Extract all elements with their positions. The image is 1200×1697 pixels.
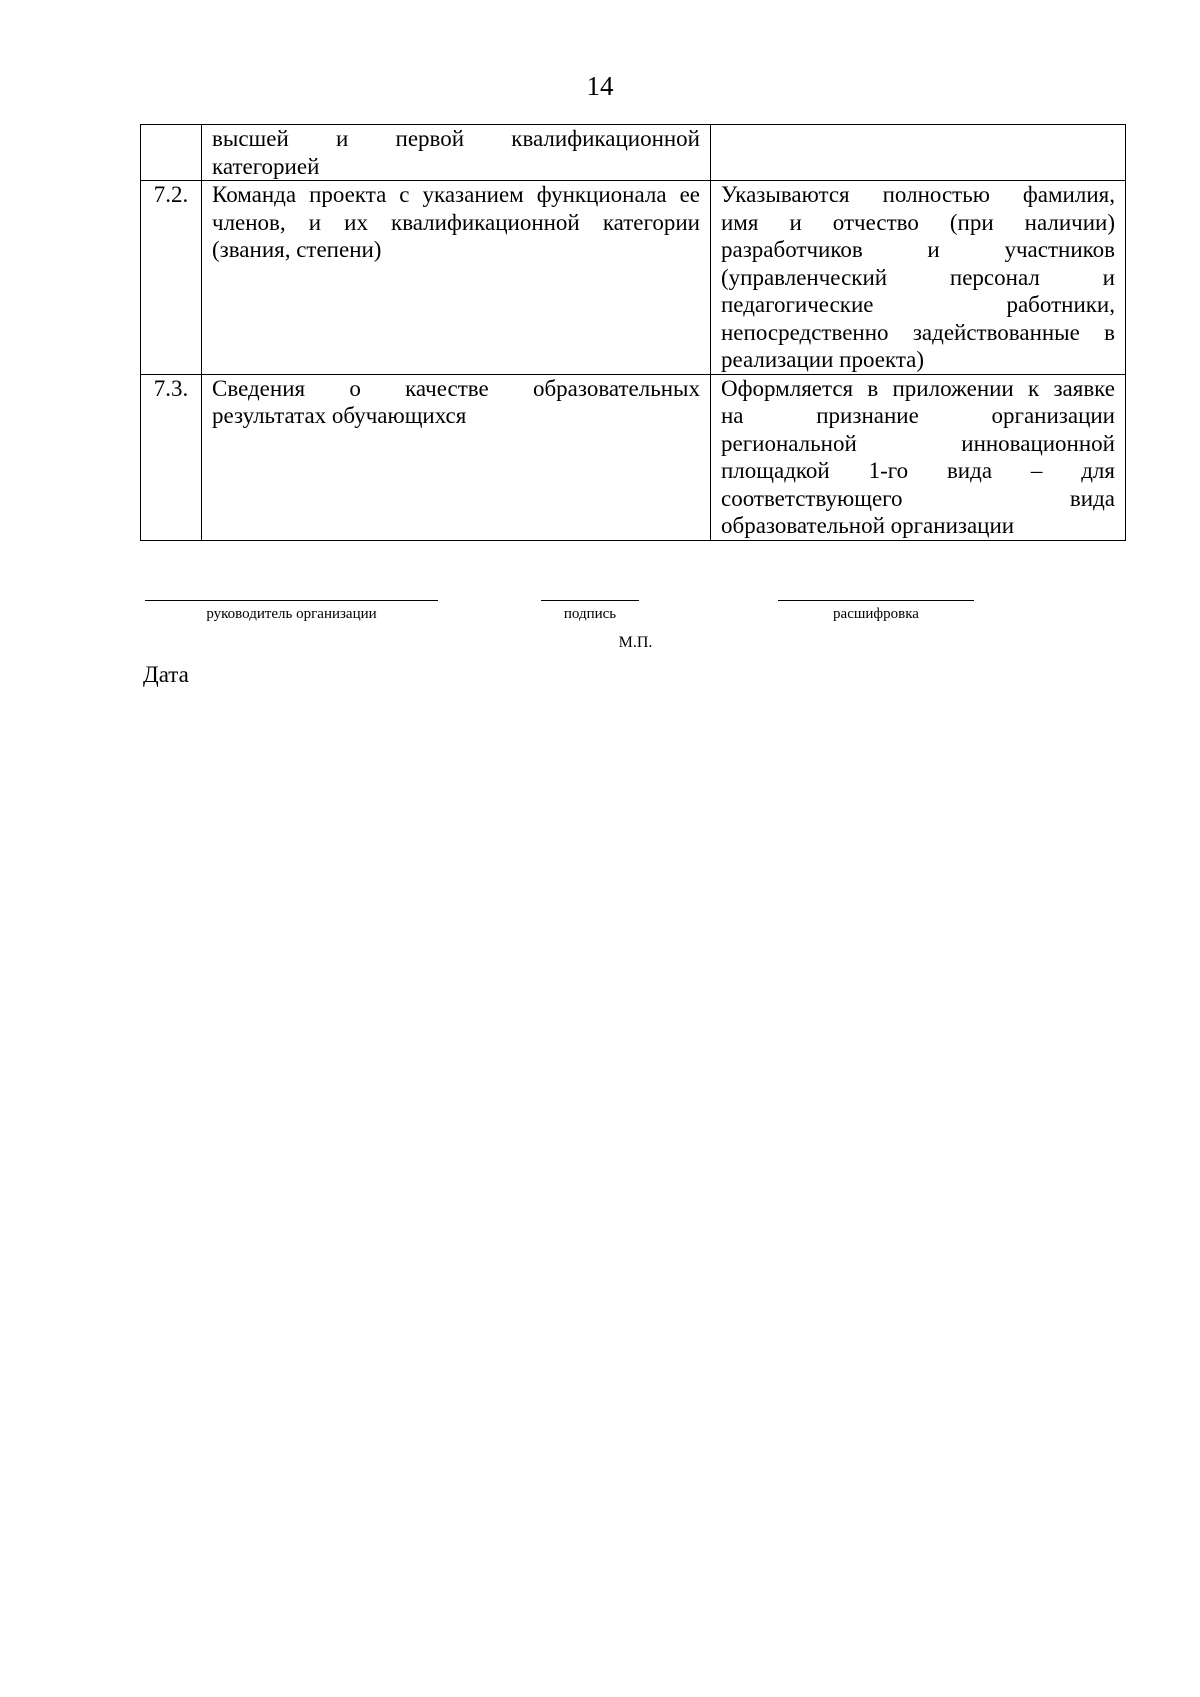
cell-line: образовательной организации [721,513,1015,538]
item-requirement-cell [711,125,1126,181]
cell-line: соответствующего вида [721,485,1115,511]
cell-line: Оформляется в приложении к заявке [721,375,1115,401]
row-number-cell [141,125,202,181]
cell-line: (звания, степени) [212,237,382,262]
cell-line: членов, и их квалификационной категории [212,209,700,235]
item-requirement-cell [711,181,1126,375]
item-description-cell [202,181,711,375]
cell-line: на признание организации [721,403,1115,428]
sign-caption: подпись [563,606,617,622]
cell-line: категорией [212,153,320,179]
cell-line: Указываются полностью фамилия, [721,182,1115,207]
table-row [141,181,1126,375]
cell-line: результатах обучающихся [212,403,467,428]
item-requirement-cell [711,374,1126,540]
cell-line: имя и отчество (при наличии) [721,209,1115,235]
decode-line [778,600,974,601]
cell-line: (управленческий персонал и [721,264,1115,290]
decode-field [778,600,974,623]
item-description-cell [202,374,711,540]
decode-caption: расшифровка [833,606,919,622]
head-signature-line [145,600,438,601]
cell-line: Сведения о качестве образовательных [212,375,700,401]
cell-line: непосредственно задействованные в [721,319,1115,345]
cell-line: реализации проекта) [721,347,925,372]
table-row [141,125,1126,181]
item-description-cell [202,125,711,181]
date-label: Дата [143,662,189,687]
page-number: 14 [586,71,614,101]
head-caption: руководитель организации [206,606,377,622]
cell-line: Команда проекта с указанием функционала ее [212,182,700,207]
cell-line: разработчиков и участников [721,237,1115,262]
sign-field [541,600,639,623]
cell-line: педагогические работники, [721,292,1115,317]
head-signature-field [145,600,438,623]
table-row [141,374,1126,540]
row-number-cell: 7.3. [141,374,202,540]
sign-line [541,600,639,601]
cell-line: высшей и первой квалификационной [212,126,700,151]
stamp-label: М.П. [618,634,653,651]
row-number-cell: 7.2. [141,181,202,375]
application-table [140,124,1126,541]
cell-line: площадкой 1-го вида – для [721,458,1115,483]
cell-line: региональной инновационной [721,430,1115,456]
